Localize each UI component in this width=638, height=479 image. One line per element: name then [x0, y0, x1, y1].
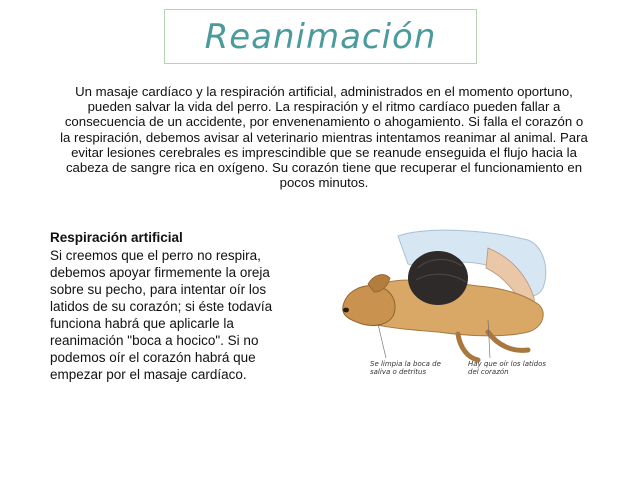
caption-left: Se limpia la boca de saliva o detritus — [370, 360, 441, 376]
dog-nose — [343, 308, 349, 313]
section-heading: Respiración artificial — [50, 230, 183, 245]
dog-legs — [458, 332, 528, 360]
pointer-line-left — [378, 324, 386, 358]
caption-right: Hay que oír los latidos del corazón — [468, 360, 547, 376]
dog-head — [343, 286, 395, 326]
page-title: Reanimación — [204, 16, 437, 57]
intro-paragraph: Un masaje cardíaco y la respiración artificial, administrados en el momento oportuno, pueden salvar la vida del perro. La respiración y el ritmo cardíaco pueden fallar a consecuencia de un accidente, por envenenamiento o ahogamiento. Si falla el corazón o la respiración, debemos avisar al veterinario mientras intentamos reanimar al animal. Para evitar lesiones cerebrales es imprescindible que se reanude enseguida el flujo hacia la cabeza de sangre rica en oxígeno. Su corazón tiene que recuperar el funcionamiento en pocos minutos. — [60, 84, 588, 191]
section-body: Si creemos que el perro no respira, debemos apoyar firmemente la oreja sobre su pecho, para intentar oír los latidos de su corazón; si éste todavía funciona habrá que aplicarle la reanimación "boca a hocico". Si no podemos oír el corazón habrá que empezar por el masaje cardíaco. — [50, 248, 273, 382]
title-box — [164, 9, 477, 64]
